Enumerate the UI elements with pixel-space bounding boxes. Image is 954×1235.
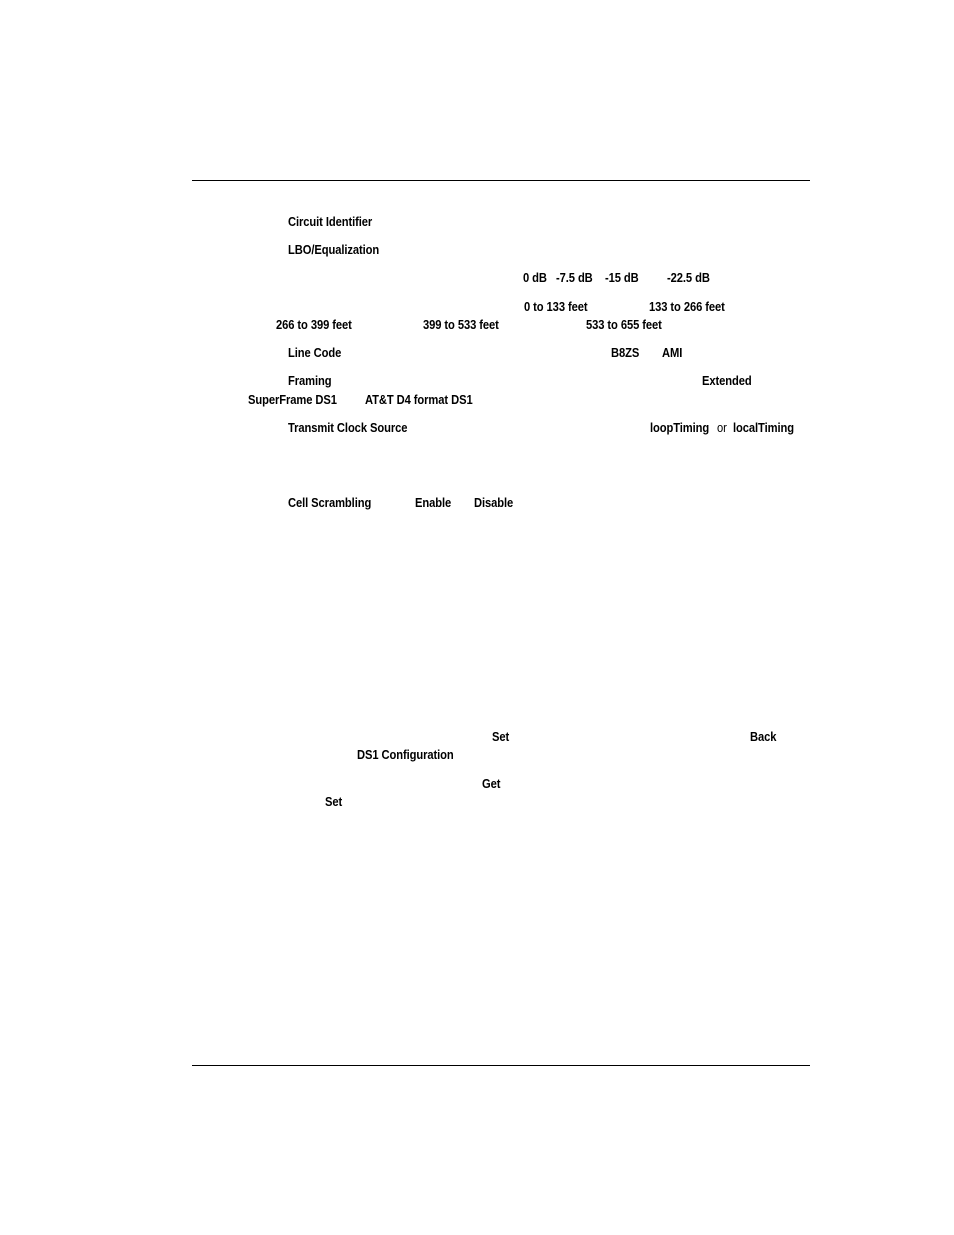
cell-scrambling-label: Cell Scrambling	[288, 495, 372, 510]
distance-533-655: 533 to 655 feet	[586, 317, 662, 332]
framing-extended: Extended	[702, 373, 752, 388]
lbo-value-0db: 0 dB	[523, 270, 547, 285]
distance-0-133: 0 to 133 feet	[524, 299, 588, 314]
framing-superframe: SuperFrame DS1	[248, 392, 337, 407]
transmit-clock-source-label: Transmit Clock Source	[288, 420, 408, 435]
scrambling-disable: Disable	[474, 495, 514, 510]
header-rule	[192, 180, 810, 181]
distance-399-533: 399 to 533 feet	[423, 317, 499, 332]
ds1-configuration-reference: DS1 Configuration	[357, 747, 454, 762]
line-code-b8zs: B8ZS	[611, 345, 640, 360]
set-button-reference: Set	[492, 729, 510, 744]
scrambling-enable: Enable	[415, 495, 452, 510]
distance-133-266: 133 to 266 feet	[649, 299, 725, 314]
circuit-identifier-label: Circuit Identifier	[288, 214, 373, 229]
framing-att-d4: AT&T D4 format DS1	[365, 392, 473, 407]
distance-266-399: 266 to 399 feet	[276, 317, 352, 332]
lbo-value-15db: -15 dB	[605, 270, 639, 285]
clock-loop-timing: loopTiming	[650, 420, 710, 435]
lbo-value-7-5db: -7.5 dB	[556, 270, 593, 285]
clock-local-timing: localTiming	[733, 420, 794, 435]
line-code-label: Line Code	[288, 345, 342, 360]
clock-or-text: or	[717, 420, 727, 435]
back-button-reference: Back	[750, 729, 777, 744]
lbo-equalization-label: LBO/Equalization	[288, 242, 380, 257]
framing-label: Framing	[288, 373, 332, 388]
lbo-value-22-5db: -22.5 dB	[667, 270, 710, 285]
line-code-ami: AMI	[662, 345, 683, 360]
set-button-reference-2: Set	[325, 794, 343, 809]
footer-rule	[192, 1065, 810, 1066]
get-button-reference: Get	[482, 776, 501, 791]
